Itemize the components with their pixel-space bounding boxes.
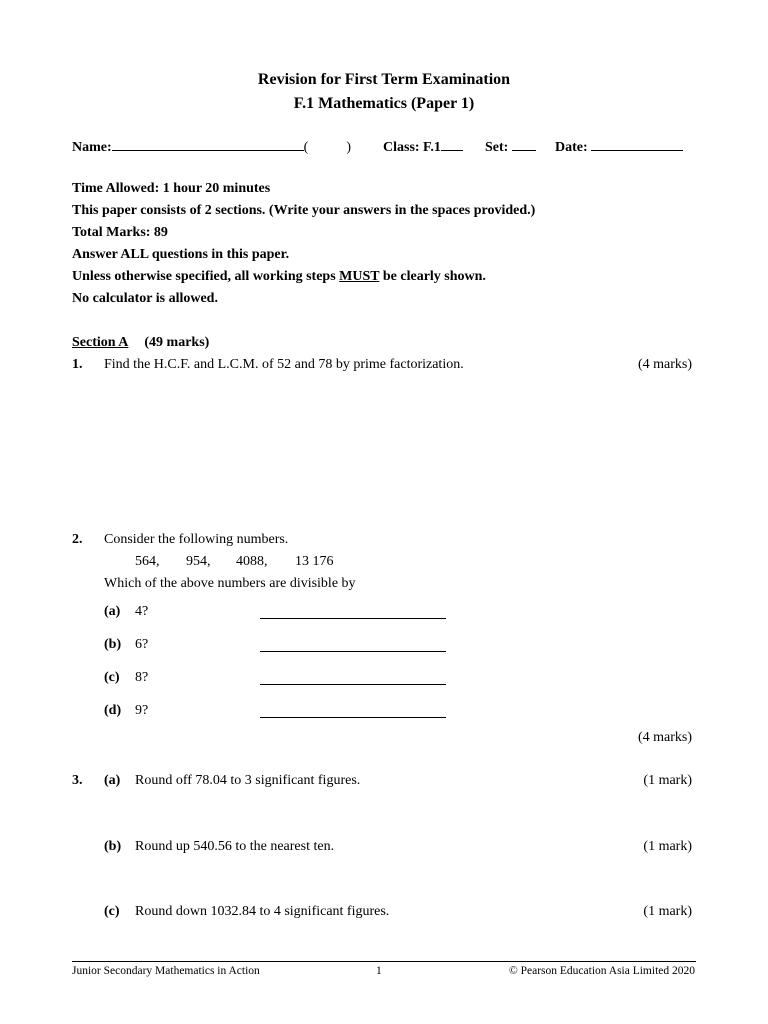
q3b-label: (b): [104, 839, 122, 854]
q2-intro: Consider the following numbers.: [104, 532, 289, 547]
q2-number-13176: 13 176: [295, 554, 334, 569]
footer-book-title: Junior Secondary Mathematics in Action: [72, 965, 260, 977]
instruction-sections: This paper consists of 2 sections. (Write your answers in the spaces provided.): [72, 203, 536, 218]
q2-marks: (4 marks): [637, 730, 692, 745]
name-blank[interactable]: [112, 138, 304, 151]
q2-number-564: 564,: [135, 554, 160, 569]
instruction-working-steps: Unless otherwise specified, all working steps MUST be clearly shown.: [72, 269, 486, 284]
q2d-text: 9?: [135, 703, 149, 718]
exam-subtitle: F.1 Mathematics (Paper 1): [293, 95, 475, 112]
date-label: Date:: [555, 140, 588, 155]
q1-number: 1.: [72, 357, 83, 372]
set-label: Set:: [485, 140, 509, 155]
q2c-label: (c): [104, 670, 120, 685]
date-blank[interactable]: [591, 138, 683, 151]
name-label: Name:: [72, 140, 112, 155]
q3a-label: (a): [104, 773, 121, 788]
q3a-marks: (1 mark): [643, 773, 692, 788]
footer-page-number: 1: [376, 965, 382, 977]
q2b-answer-line[interactable]: [260, 650, 446, 652]
q2a-answer-line[interactable]: [260, 617, 446, 619]
class-number-open: (: [303, 140, 309, 155]
q3c-marks: (1 mark): [643, 904, 692, 919]
q2-number: 2.: [72, 532, 83, 547]
date-field[interactable]: [555, 138, 683, 156]
q2b-text: 6?: [135, 637, 149, 652]
name-field[interactable]: [72, 138, 351, 156]
section-name: Section A: [72, 335, 129, 350]
instruction-total-marks: Total Marks: 89: [72, 225, 168, 240]
q2a-text: 4?: [135, 604, 149, 619]
q1-text: Find the H.C.F. and L.C.M. of 52 and 78 by prime factorization.: [104, 357, 464, 372]
q3b-text: Round up 540.56 to the nearest ten.: [135, 839, 335, 854]
q2d-answer-line[interactable]: [260, 716, 446, 718]
section-heading: [72, 335, 209, 351]
q3c-text: Round down 1032.84 to 4 significant figures.: [135, 904, 390, 919]
instruction-time: Time Allowed: 1 hour 20 minutes: [72, 181, 271, 196]
q2-number-4088: 4088,: [236, 554, 268, 569]
q2b-label: (b): [104, 637, 122, 652]
q3b-marks: (1 mark): [643, 839, 692, 854]
q2-number-954: 954,: [186, 554, 211, 569]
q2c-text: 8?: [135, 670, 149, 685]
footer-copyright: © Pearson Education Asia Limited 2020: [509, 965, 695, 977]
q3a-text: Round off 78.04 to 3 significant figures.: [135, 773, 361, 788]
class-number-close: ): [346, 140, 351, 155]
exam-title: Revision for First Term Examination: [257, 71, 511, 88]
set-blank[interactable]: [512, 138, 536, 151]
instruction-no-calculator: No calculator is allowed.: [72, 291, 218, 306]
q1-marks: (4 marks): [637, 357, 692, 372]
must-emphasis: MUST: [339, 269, 380, 284]
instruction-answer-all: Answer ALL questions in this paper.: [72, 247, 290, 262]
section-marks: (49 marks): [144, 335, 210, 350]
q2c-answer-line[interactable]: [260, 683, 446, 685]
footer-divider: [72, 961, 696, 962]
class-field[interactable]: [383, 138, 463, 156]
q2d-label: (d): [104, 703, 122, 718]
q3-number: 3.: [72, 773, 83, 788]
class-blank[interactable]: [441, 138, 463, 151]
q2a-label: (a): [104, 604, 121, 619]
q3c-label: (c): [104, 904, 120, 919]
set-field[interactable]: [485, 138, 536, 156]
class-label: Class: F.1: [383, 140, 441, 155]
q2-question: Which of the above numbers are divisible by: [104, 576, 356, 591]
